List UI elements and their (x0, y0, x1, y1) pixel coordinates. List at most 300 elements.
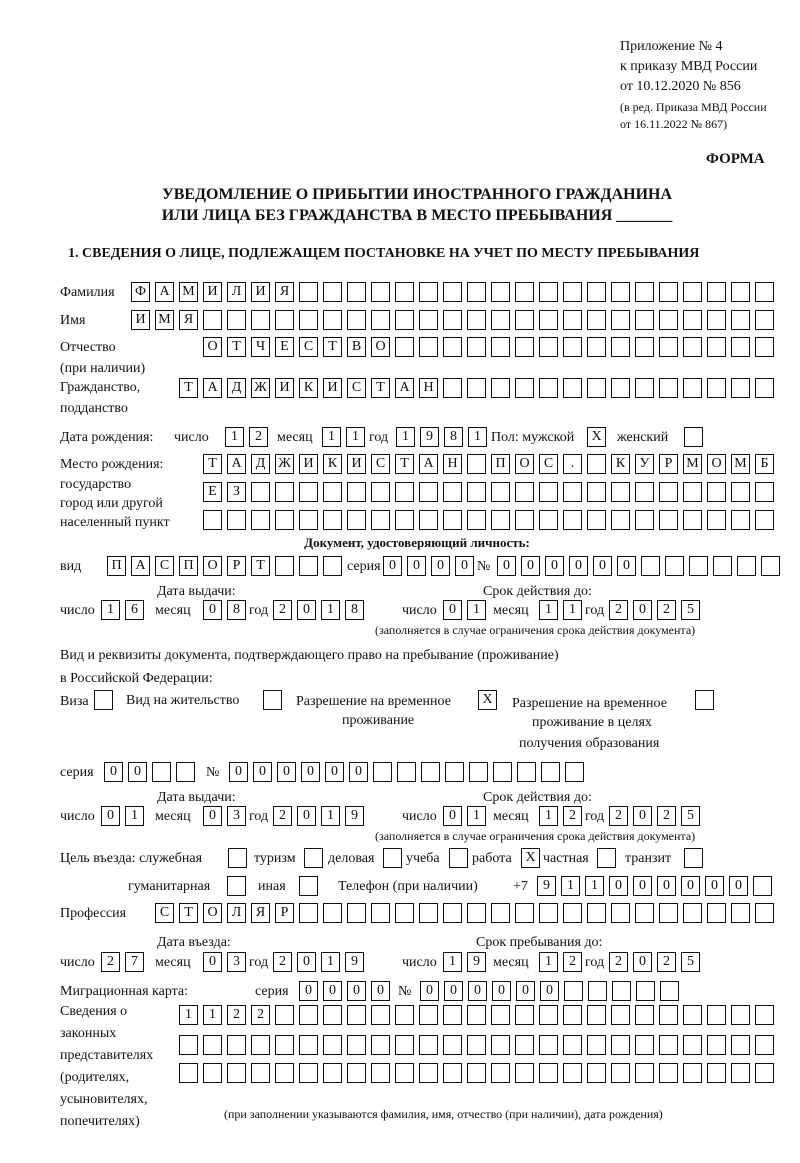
char-box[interactable] (275, 310, 294, 330)
char-box[interactable] (755, 1063, 774, 1083)
char-box[interactable]: 8 (227, 600, 246, 620)
char-box[interactable] (541, 762, 560, 782)
char-box[interactable] (683, 282, 702, 302)
char-box[interactable] (563, 903, 582, 923)
char-box[interactable]: 1 (539, 806, 558, 826)
char-box[interactable] (707, 1005, 726, 1025)
char-box[interactable]: 1 (321, 806, 340, 826)
char-box[interactable] (563, 510, 582, 530)
char-box[interactable] (467, 310, 486, 330)
char-box[interactable] (635, 310, 654, 330)
char-box[interactable]: 1 (539, 600, 558, 620)
char-box[interactable]: Е (275, 337, 294, 357)
char-box[interactable] (176, 762, 195, 782)
char-box[interactable]: И (275, 378, 294, 398)
char-box[interactable] (707, 378, 726, 398)
char-box[interactable]: . (563, 454, 582, 474)
char-box[interactable] (395, 1005, 414, 1025)
checkbox[interactable]: X (587, 427, 606, 447)
char-box[interactable]: П (491, 454, 510, 474)
char-box[interactable] (683, 337, 702, 357)
char-box[interactable] (587, 378, 606, 398)
char-box[interactable]: Т (251, 556, 270, 576)
char-box[interactable] (761, 556, 780, 576)
char-box[interactable] (467, 510, 486, 530)
char-box[interactable]: А (155, 282, 174, 302)
char-box[interactable]: С (299, 337, 318, 357)
char-box[interactable] (563, 1035, 582, 1055)
checkbox[interactable] (227, 876, 246, 896)
char-box[interactable]: 0 (297, 952, 316, 972)
char-box[interactable] (275, 1035, 294, 1055)
char-box[interactable] (419, 1035, 438, 1055)
checkbox[interactable] (304, 848, 323, 868)
char-box[interactable]: 0 (455, 556, 474, 576)
char-box[interactable]: 2 (609, 952, 628, 972)
char-box[interactable]: К (323, 454, 342, 474)
char-box[interactable] (587, 1005, 606, 1025)
char-box[interactable]: Я (275, 282, 294, 302)
char-box[interactable] (515, 482, 534, 502)
char-box[interactable]: 2 (249, 427, 268, 447)
char-box[interactable] (395, 903, 414, 923)
char-box[interactable] (755, 482, 774, 502)
char-box[interactable] (299, 556, 318, 576)
char-box[interactable] (587, 337, 606, 357)
char-box[interactable] (491, 282, 510, 302)
char-box[interactable]: М (731, 454, 750, 474)
checkbox[interactable] (94, 690, 113, 710)
char-box[interactable]: 0 (497, 556, 516, 576)
char-box[interactable] (635, 1005, 654, 1025)
char-box[interactable]: Ф (131, 282, 150, 302)
char-box[interactable] (539, 903, 558, 923)
char-box[interactable]: 1 (322, 427, 341, 447)
char-box[interactable]: 2 (609, 600, 628, 620)
char-box[interactable] (683, 510, 702, 530)
char-box[interactable] (323, 1063, 342, 1083)
char-box[interactable]: 0 (705, 876, 724, 896)
char-box[interactable] (347, 310, 366, 330)
char-box[interactable] (467, 903, 486, 923)
char-box[interactable] (564, 981, 583, 1001)
char-box[interactable] (467, 1005, 486, 1025)
char-box[interactable]: 9 (345, 952, 364, 972)
char-box[interactable] (323, 310, 342, 330)
char-box[interactable] (635, 1063, 654, 1083)
char-box[interactable]: 1 (179, 1005, 198, 1025)
char-box[interactable] (419, 337, 438, 357)
char-box[interactable] (491, 510, 510, 530)
char-box[interactable]: Н (419, 378, 438, 398)
char-box[interactable] (299, 1035, 318, 1055)
char-box[interactable] (731, 510, 750, 530)
char-box[interactable]: 8 (345, 600, 364, 620)
char-box[interactable] (371, 1035, 390, 1055)
char-box[interactable] (421, 762, 440, 782)
char-box[interactable]: 6 (125, 600, 144, 620)
char-box[interactable]: А (131, 556, 150, 576)
char-box[interactable] (419, 1063, 438, 1083)
char-box[interactable] (563, 378, 582, 398)
char-box[interactable] (539, 282, 558, 302)
char-box[interactable]: 9 (420, 427, 439, 447)
char-box[interactable] (491, 1035, 510, 1055)
char-box[interactable]: 1 (563, 600, 582, 620)
char-box[interactable]: 1 (443, 952, 462, 972)
char-box[interactable]: 0 (104, 762, 123, 782)
char-box[interactable]: 2 (563, 806, 582, 826)
char-box[interactable] (251, 1063, 270, 1083)
char-box[interactable]: И (323, 378, 342, 398)
char-box[interactable]: 0 (729, 876, 748, 896)
char-box[interactable] (755, 1005, 774, 1025)
char-box[interactable] (323, 282, 342, 302)
char-box[interactable] (731, 1005, 750, 1025)
char-box[interactable]: О (203, 903, 222, 923)
char-box[interactable] (587, 510, 606, 530)
char-box[interactable]: Б (755, 454, 774, 474)
char-box[interactable] (275, 1063, 294, 1083)
char-box[interactable]: 0 (633, 876, 652, 896)
char-box[interactable]: 0 (443, 806, 462, 826)
char-box[interactable] (707, 337, 726, 357)
char-box[interactable] (395, 282, 414, 302)
char-box[interactable]: 7 (125, 952, 144, 972)
char-box[interactable] (491, 310, 510, 330)
char-box[interactable] (539, 1005, 558, 1025)
char-box[interactable] (683, 1063, 702, 1083)
char-box[interactable] (641, 556, 660, 576)
char-box[interactable]: И (299, 454, 318, 474)
char-box[interactable] (419, 310, 438, 330)
char-box[interactable]: 0 (593, 556, 612, 576)
char-box[interactable]: 0 (443, 600, 462, 620)
char-box[interactable]: 1 (125, 806, 144, 826)
char-box[interactable] (251, 510, 270, 530)
char-box[interactable] (515, 903, 534, 923)
checkbox[interactable] (684, 427, 703, 447)
char-box[interactable] (635, 510, 654, 530)
char-box[interactable] (755, 510, 774, 530)
char-box[interactable] (515, 1035, 534, 1055)
char-box[interactable]: 3 (227, 952, 246, 972)
char-box[interactable] (587, 454, 606, 474)
char-box[interactable]: 0 (444, 981, 463, 1001)
char-box[interactable] (635, 482, 654, 502)
char-box[interactable] (683, 1035, 702, 1055)
char-box[interactable]: 3 (227, 806, 246, 826)
char-box[interactable]: О (515, 454, 534, 474)
char-box[interactable] (275, 1005, 294, 1025)
char-box[interactable]: З (227, 482, 246, 502)
char-box[interactable] (755, 282, 774, 302)
char-box[interactable]: 9 (345, 806, 364, 826)
char-box[interactable]: 0 (609, 876, 628, 896)
char-box[interactable] (251, 482, 270, 502)
char-box[interactable] (275, 510, 294, 530)
char-box[interactable] (347, 903, 366, 923)
char-box[interactable]: 0 (253, 762, 272, 782)
char-box[interactable] (635, 378, 654, 398)
char-box[interactable] (419, 482, 438, 502)
char-box[interactable] (515, 378, 534, 398)
char-box[interactable] (731, 282, 750, 302)
char-box[interactable] (587, 903, 606, 923)
char-box[interactable] (467, 454, 486, 474)
char-box[interactable] (443, 482, 462, 502)
char-box[interactable]: 0 (492, 981, 511, 1001)
char-box[interactable] (203, 1035, 222, 1055)
checkbox[interactable] (263, 690, 282, 710)
char-box[interactable] (659, 482, 678, 502)
char-box[interactable] (275, 556, 294, 576)
char-box[interactable] (611, 1063, 630, 1083)
char-box[interactable] (683, 378, 702, 398)
char-box[interactable]: С (539, 454, 558, 474)
char-box[interactable] (659, 1063, 678, 1083)
char-box[interactable] (707, 282, 726, 302)
char-box[interactable]: 0 (657, 876, 676, 896)
char-box[interactable]: 2 (273, 600, 292, 620)
char-box[interactable]: С (155, 903, 174, 923)
char-box[interactable]: У (635, 454, 654, 474)
char-box[interactable] (469, 762, 488, 782)
char-box[interactable] (323, 510, 342, 530)
char-box[interactable]: К (611, 454, 630, 474)
char-box[interactable] (612, 981, 631, 1001)
char-box[interactable]: 0 (371, 981, 390, 1001)
char-box[interactable] (443, 337, 462, 357)
char-box[interactable] (251, 310, 270, 330)
char-box[interactable] (443, 510, 462, 530)
char-box[interactable] (665, 556, 684, 576)
char-box[interactable]: Т (179, 903, 198, 923)
char-box[interactable] (395, 1035, 414, 1055)
char-box[interactable] (299, 903, 318, 923)
char-box[interactable] (419, 282, 438, 302)
char-box[interactable] (371, 482, 390, 502)
char-box[interactable] (445, 762, 464, 782)
char-box[interactable] (731, 337, 750, 357)
char-box[interactable] (467, 482, 486, 502)
char-box[interactable]: 0 (297, 806, 316, 826)
char-box[interactable]: Т (395, 454, 414, 474)
char-box[interactable] (611, 1005, 630, 1025)
char-box[interactable]: 0 (617, 556, 636, 576)
char-box[interactable] (203, 1063, 222, 1083)
char-box[interactable] (539, 510, 558, 530)
char-box[interactable] (323, 903, 342, 923)
char-box[interactable]: 0 (633, 952, 652, 972)
checkbox[interactable] (597, 848, 616, 868)
char-box[interactable]: С (371, 454, 390, 474)
char-box[interactable] (753, 876, 772, 896)
char-box[interactable] (371, 903, 390, 923)
char-box[interactable]: 0 (101, 806, 120, 826)
char-box[interactable]: С (347, 378, 366, 398)
char-box[interactable]: О (707, 454, 726, 474)
char-box[interactable] (251, 1035, 270, 1055)
char-box[interactable] (707, 903, 726, 923)
char-box[interactable] (419, 1005, 438, 1025)
char-box[interactable] (635, 337, 654, 357)
char-box[interactable]: 0 (297, 600, 316, 620)
char-box[interactable]: Я (251, 903, 270, 923)
char-box[interactable]: Ж (251, 378, 270, 398)
char-box[interactable] (755, 903, 774, 923)
char-box[interactable] (515, 510, 534, 530)
char-box[interactable]: М (155, 310, 174, 330)
char-box[interactable] (588, 981, 607, 1001)
char-box[interactable]: 1 (321, 952, 340, 972)
char-box[interactable] (299, 310, 318, 330)
char-box[interactable] (371, 1063, 390, 1083)
char-box[interactable] (636, 981, 655, 1001)
char-box[interactable] (755, 310, 774, 330)
checkbox[interactable] (299, 876, 318, 896)
char-box[interactable] (635, 1035, 654, 1055)
char-box[interactable]: 9 (467, 952, 486, 972)
char-box[interactable] (371, 1005, 390, 1025)
char-box[interactable] (347, 1063, 366, 1083)
char-box[interactable]: 2 (273, 806, 292, 826)
char-box[interactable]: В (347, 337, 366, 357)
char-box[interactable] (227, 1063, 246, 1083)
char-box[interactable] (731, 903, 750, 923)
checkbox[interactable] (383, 848, 402, 868)
char-box[interactable]: 0 (540, 981, 559, 1001)
char-box[interactable] (443, 378, 462, 398)
char-box[interactable]: С (155, 556, 174, 576)
char-box[interactable] (443, 1035, 462, 1055)
char-box[interactable]: К (299, 378, 318, 398)
char-box[interactable] (563, 1005, 582, 1025)
char-box[interactable]: 1 (585, 876, 604, 896)
char-box[interactable] (152, 762, 171, 782)
char-box[interactable]: 1 (468, 427, 487, 447)
char-box[interactable]: Т (371, 378, 390, 398)
char-box[interactable]: 0 (323, 981, 342, 1001)
char-box[interactable]: 5 (681, 952, 700, 972)
char-box[interactable]: М (179, 282, 198, 302)
char-box[interactable]: 2 (273, 952, 292, 972)
char-box[interactable] (563, 1063, 582, 1083)
char-box[interactable]: 0 (277, 762, 296, 782)
char-box[interactable]: П (107, 556, 126, 576)
char-box[interactable]: 5 (681, 806, 700, 826)
char-box[interactable] (707, 482, 726, 502)
char-box[interactable] (515, 1005, 534, 1025)
char-box[interactable]: Т (203, 454, 222, 474)
char-box[interactable]: Я (179, 310, 198, 330)
char-box[interactable]: 0 (420, 981, 439, 1001)
char-box[interactable] (587, 1035, 606, 1055)
char-box[interactable] (563, 482, 582, 502)
char-box[interactable] (611, 903, 630, 923)
char-box[interactable] (227, 310, 246, 330)
char-box[interactable]: А (227, 454, 246, 474)
char-box[interactable]: А (203, 378, 222, 398)
char-box[interactable]: Д (251, 454, 270, 474)
char-box[interactable] (683, 310, 702, 330)
char-box[interactable]: 0 (431, 556, 450, 576)
checkbox[interactable] (228, 848, 247, 868)
char-box[interactable]: 0 (681, 876, 700, 896)
char-box[interactable] (371, 310, 390, 330)
char-box[interactable]: 1 (346, 427, 365, 447)
char-box[interactable] (515, 310, 534, 330)
char-box[interactable] (707, 510, 726, 530)
char-box[interactable]: О (203, 337, 222, 357)
char-box[interactable] (611, 482, 630, 502)
char-box[interactable] (611, 282, 630, 302)
char-box[interactable]: И (347, 454, 366, 474)
char-box[interactable] (731, 1035, 750, 1055)
char-box[interactable]: 1 (539, 952, 558, 972)
char-box[interactable]: 0 (569, 556, 588, 576)
char-box[interactable] (443, 282, 462, 302)
char-box[interactable] (731, 310, 750, 330)
char-box[interactable] (659, 337, 678, 357)
char-box[interactable]: 0 (229, 762, 248, 782)
char-box[interactable] (347, 1035, 366, 1055)
char-box[interactable] (299, 482, 318, 502)
char-box[interactable] (467, 1035, 486, 1055)
char-box[interactable] (491, 1005, 510, 1025)
char-box[interactable] (515, 282, 534, 302)
char-box[interactable] (179, 1035, 198, 1055)
char-box[interactable] (491, 903, 510, 923)
char-box[interactable] (565, 762, 584, 782)
char-box[interactable] (539, 1063, 558, 1083)
char-box[interactable]: Н (443, 454, 462, 474)
char-box[interactable]: Л (227, 282, 246, 302)
char-box[interactable]: 0 (347, 981, 366, 1001)
char-box[interactable] (491, 1063, 510, 1083)
char-box[interactable]: 0 (633, 600, 652, 620)
char-box[interactable]: 2 (227, 1005, 246, 1025)
char-box[interactable] (299, 510, 318, 530)
char-box[interactable] (443, 903, 462, 923)
char-box[interactable] (587, 482, 606, 502)
char-box[interactable] (539, 337, 558, 357)
char-box[interactable] (737, 556, 756, 576)
char-box[interactable]: 0 (468, 981, 487, 1001)
char-box[interactable]: 2 (657, 600, 676, 620)
char-box[interactable]: 1 (561, 876, 580, 896)
char-box[interactable]: Р (227, 556, 246, 576)
char-box[interactable] (347, 510, 366, 530)
char-box[interactable] (611, 1035, 630, 1055)
char-box[interactable] (683, 482, 702, 502)
char-box[interactable] (397, 762, 416, 782)
char-box[interactable] (659, 903, 678, 923)
char-box[interactable] (323, 1005, 342, 1025)
char-box[interactable] (467, 337, 486, 357)
char-box[interactable] (587, 1063, 606, 1083)
char-box[interactable]: 2 (657, 952, 676, 972)
char-box[interactable] (731, 1063, 750, 1083)
char-box[interactable] (635, 282, 654, 302)
char-box[interactable]: 1 (396, 427, 415, 447)
char-box[interactable]: 1 (203, 1005, 222, 1025)
char-box[interactable] (373, 762, 392, 782)
char-box[interactable]: И (251, 282, 270, 302)
char-box[interactable]: 0 (128, 762, 147, 782)
checkbox[interactable] (449, 848, 468, 868)
char-box[interactable]: 1 (321, 600, 340, 620)
